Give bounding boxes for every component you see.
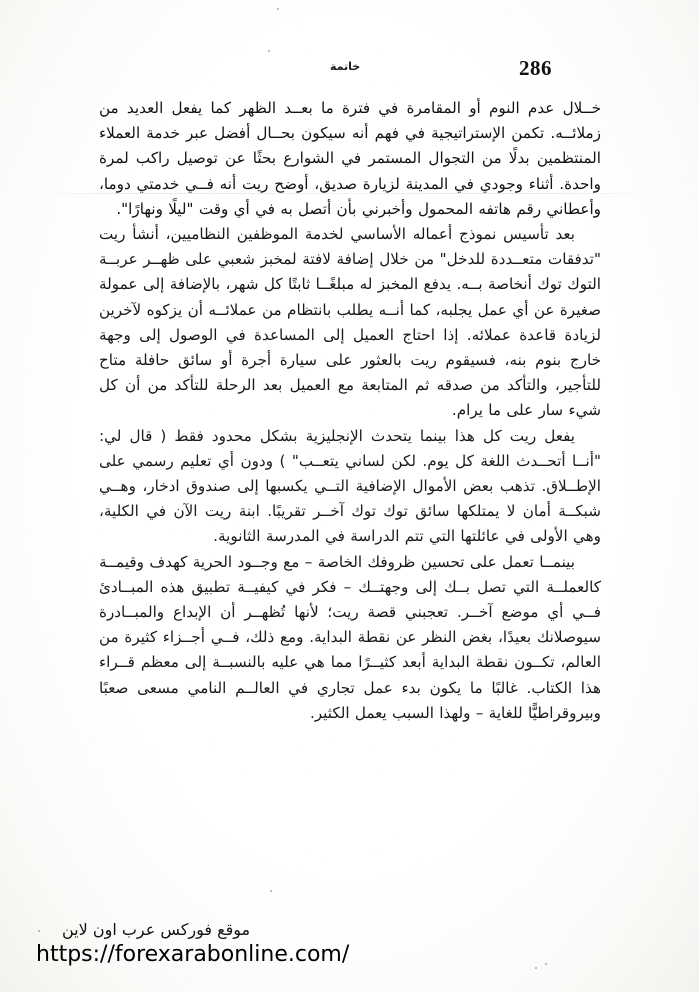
body-paragraph: يفعل ريت كل هذا بينما يتحدث الإنجليزية بشكل محدود فقط ( قال لي: "أنــا أتحــدث اللغة كل يوم. لكن لساني يتعــب" ) ودون أي تعليم رسمي على الإطــلاق. تذهب بعض الأموال الإضافية التــي يكسبها إلى صندوق ادخار، وهــي شبكــة أمان لا يمتلكها سائق توك توك آخــر تقريبًا. ابنة ريت الآن في الكلية، وهي الأولى في عائلتها التي تتم الدراسة في المدرسة الثانوية. [99,426,601,546]
page-number: 286 [519,56,552,80]
site-watermark [36,920,456,968]
scan-speck [535,967,537,969]
chapter-title: خاتمة [330,60,361,73]
scan-speck [268,50,270,52]
body-paragraph: خــلال عدم النوم أو المقامرة في فترة ما بعــد الظهر كما يفعل العديد من زملائــه. تكمن الإستراتيجية في فهم أنه سيكون بحــال أفضل عبر خدمة العملاء المنتظمين بدلًا من التجوال المستمر في الشوارع بحثًا عن توصيل راكب لمرة واحدة. أثناء وجودي في المدينة لزيارة صديق، أوضح ريت أنه فــي خدمتي دوما، وأعطاني رقم هاتفه المحمول وأخبرني بأن أتصل به في أي وقت "ليلًا ونهارًا". [99,99,601,218]
watermark-url[interactable]: https://forexarabonline.com/ [36,942,350,967]
watermark-arabic-label: موقع فوركس عرب اون لاين [62,920,251,939]
scan-speck [277,8,279,10]
running-head [0,56,699,84]
body-paragraph: بعد تأسيس نموذج أعماله الأساسي لخدمة الموظفين النظاميين، أنشأ ريت "تدفقات متعــددة للدخل" من خلال إضافة لافتة لمخبز شعبي على ظهــر عربــة التوك توك أنخاصة بــه. يدفع المخبز له مبلغًــا ثابتًا كل شهر، بالإضافة إلى عمولة صغيرة عن أي عمل يجلبه، كما أنــه يطلب بانتظام من عملائــه أن يزكوه لآخرين لزيادة قاعدة عملائه. إذا احتاج العميل إلى المساعدة في الوصول إلى وجهة خارج بنوم بنه، فسيقوم ريت بالعثور على سيارة أجرة أو سائق حافلة متاح للتأجير، والتأكد من صدقه ثم المتابعة مع العميل بعد الرحلة للتأكد من أن كل شيء سار على ما يرام. [99,225,601,420]
scan-speck [545,963,547,965]
body-paragraph: بينمــا تعمل على تحسين ظروفك الخاصة – مع وجــود الحرية كهدف وقيمــة كالعملــة التي تصل بــك إلى وجهتــك – فكر في كيفيــة تطبيق هذه المبــادئ فــي أي موضع آخــر. تعجبني قصة ريت؛ لأنها تُظهــر أن الإبداع والمبــادرة سيوصلانك بعيدًا، بغض النظر عن نقطة البداية. ومع ذلك، فــي أجــزاء كثيرة من العالم، تكــون نقطة البداية أبعد كثيــرًا مما هي عليه بالنسبــة إلى معظم قــراء هذا الكتاب. غالبًا ما يكون بدء عمل تجاري في العالــم النامي مسعى صعبًا وبيروقراطيًّا للغاية – ولهذا السبب يعمل الكثير. [99,552,601,722]
scan-speck [270,890,272,892]
body-text-block [99,96,601,726]
